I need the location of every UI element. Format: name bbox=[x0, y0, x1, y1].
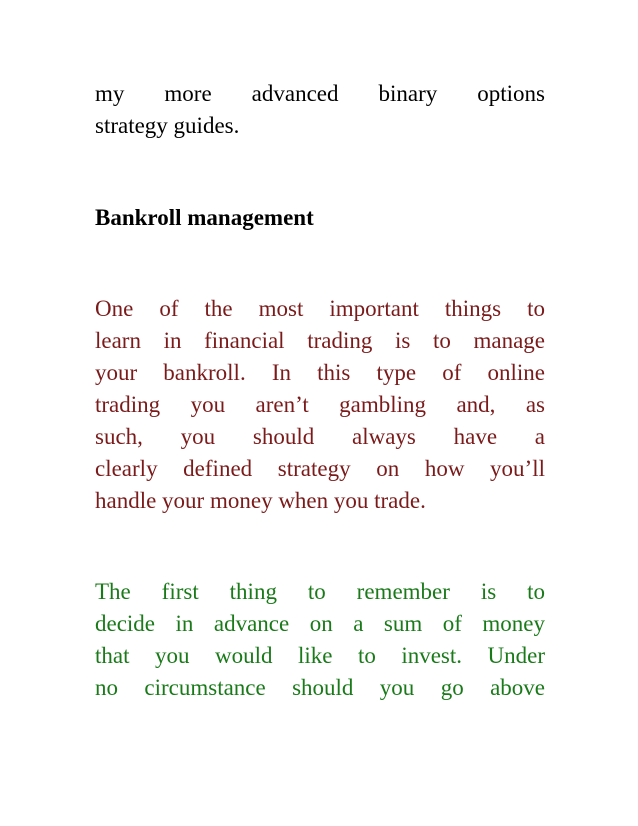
intro-line-2: strategy guides. bbox=[95, 113, 240, 138]
bankroll-line-3: your bankroll. In this type of online bbox=[95, 360, 545, 385]
bankroll-line-2: learn in financial trading is to manage bbox=[95, 328, 545, 353]
bankroll-line-7: handle your money when you trade. bbox=[95, 488, 426, 513]
first-thing-line-1: The first thing to remember is to bbox=[95, 579, 545, 604]
section-heading: Bankroll management bbox=[95, 205, 314, 230]
first-thing-paragraph bbox=[95, 576, 545, 704]
bankroll-paragraph bbox=[95, 293, 545, 517]
first-thing-line-4: no circumstance should you go above bbox=[95, 675, 545, 700]
intro-paragraph bbox=[95, 78, 545, 142]
bankroll-line-5: such, you should always have a bbox=[95, 424, 545, 449]
bankroll-line-1: One of the most important things to bbox=[95, 296, 545, 321]
bankroll-line-6: clearly defined strategy on how you’ll bbox=[95, 456, 545, 481]
first-thing-line-2: decide in advance on a sum of money bbox=[95, 611, 545, 636]
bankroll-line-4: trading you aren’t gambling and, as bbox=[95, 392, 545, 417]
first-thing-line-3: that you would like to invest. Under bbox=[95, 643, 545, 668]
text-column bbox=[95, 78, 545, 704]
intro-line-1: my more advanced binary options bbox=[95, 81, 545, 106]
